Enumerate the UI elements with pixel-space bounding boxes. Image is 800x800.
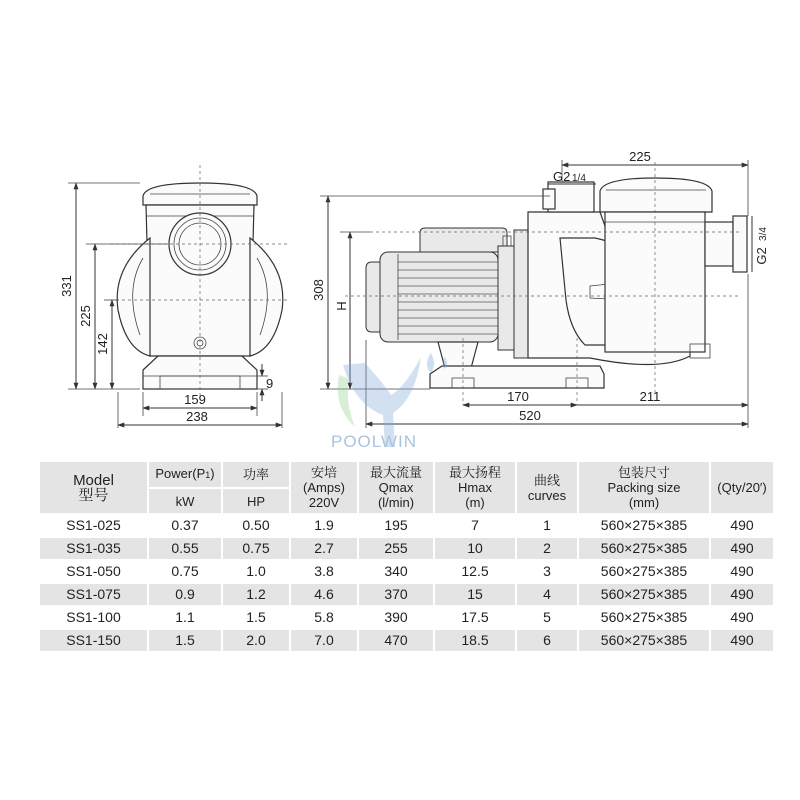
cell-curve: 4 <box>516 583 578 606</box>
cell-amps: 7.0 <box>290 629 358 652</box>
cell-curve: 6 <box>516 629 578 652</box>
header-hmax: 最大扬程 Hmax (m) <box>434 462 516 514</box>
cell-hmax: 18.5 <box>434 629 516 652</box>
cell-packing: 560×275×385 <box>578 606 710 629</box>
cell-packing: 560×275×385 <box>578 560 710 583</box>
cell-hp: 0.50 <box>222 514 290 537</box>
table-row <box>40 629 774 652</box>
cell-hp: 1.5 <box>222 606 290 629</box>
cell-packing: 560×275×385 <box>578 629 710 652</box>
outlet-thread: G2 <box>754 247 769 265</box>
header-amps: 安培 (Amps) 220V <box>290 462 358 514</box>
cell-qty: 490 <box>710 560 774 583</box>
header-power-cn: 功率 <box>222 462 290 488</box>
cell-qmax: 370 <box>358 583 434 606</box>
dim-center-height: H <box>334 301 349 311</box>
cell-qty: 490 <box>710 583 774 606</box>
cell-curve: 2 <box>516 537 578 560</box>
cell-qmax: 195 <box>358 514 434 537</box>
cell-qty: 490 <box>710 606 774 629</box>
cell-model: SS1-150 <box>40 629 148 652</box>
cell-packing: 560×275×385 <box>578 583 710 606</box>
header-packing: 包装尺寸 Packing size (mm) <box>578 462 710 514</box>
cell-hmax: 12.5 <box>434 560 516 583</box>
cell-packing: 560×275×385 <box>578 514 710 537</box>
table-row <box>40 514 774 537</box>
inlet-thread-fraction: 1/4 <box>572 173 586 184</box>
outlet-thread-fraction: 3/4 <box>758 227 769 241</box>
dim-overall-length: 520 <box>519 408 541 423</box>
cell-hmax: 15 <box>434 583 516 606</box>
cell-hmax: 17.5 <box>434 606 516 629</box>
cell-model: SS1-050 <box>40 560 148 583</box>
front-view <box>110 165 290 396</box>
cell-amps: 2.7 <box>290 537 358 560</box>
cell-qmax: 340 <box>358 560 434 583</box>
cell-qty: 490 <box>710 629 774 652</box>
header-hp: HP <box>222 488 290 514</box>
cell-qmax: 470 <box>358 629 434 652</box>
cell-qmax: 255 <box>358 537 434 560</box>
header-qty: (Qty/20′) <box>710 462 774 514</box>
cell-kw: 1.5 <box>148 629 222 652</box>
cell-hmax: 10 <box>434 537 516 560</box>
cell-amps: 1.9 <box>290 514 358 537</box>
watermark-brand-text: POOLWIN <box>331 432 418 451</box>
cell-amps: 4.6 <box>290 583 358 606</box>
cell-qty: 490 <box>710 537 774 560</box>
cell-hp: 0.75 <box>222 537 290 560</box>
cell-kw: 0.9 <box>148 583 222 606</box>
cell-hmax: 7 <box>434 514 516 537</box>
cell-curve: 5 <box>516 606 578 629</box>
cell-model: SS1-035 <box>40 537 148 560</box>
dim-base-to-inlet: 211 <box>639 389 661 404</box>
cell-hp: 1.2 <box>222 583 290 606</box>
cell-qmax: 390 <box>358 606 434 629</box>
dim-height-shaft: 142 <box>95 333 110 355</box>
header-kw: kW <box>148 488 222 514</box>
cell-kw: 0.37 <box>148 514 222 537</box>
cell-amps: 5.8 <box>290 606 358 629</box>
table-row <box>40 560 774 583</box>
cell-model: SS1-025 <box>40 514 148 537</box>
cell-curve: 1 <box>516 514 578 537</box>
table-row <box>40 606 774 629</box>
table-row <box>40 583 774 606</box>
dim-inlet-outlet-span: 225 <box>629 149 651 164</box>
cell-kw: 0.55 <box>148 537 222 560</box>
cell-hp: 2.0 <box>222 629 290 652</box>
cell-packing: 560×275×385 <box>578 537 710 560</box>
dim-height-inlet: 225 <box>78 305 93 327</box>
cell-kw: 0.75 <box>148 560 222 583</box>
dim-base-outer-width: 238 <box>186 409 208 424</box>
dim-height-total: 331 <box>59 275 74 297</box>
header-qmax: 最大流量 Qmax (l/min) <box>358 462 434 514</box>
dim-base-thickness: 9 <box>266 376 274 391</box>
header-power: Power(P1) <box>148 462 222 488</box>
dim-hole-spacing: 170 <box>507 389 529 404</box>
dim-overall-height: 308 <box>311 279 326 301</box>
header-curves: 曲线 curves <box>516 462 578 514</box>
dim-base-inner-width: 159 <box>184 392 206 407</box>
table-row <box>40 537 774 560</box>
cell-curve: 3 <box>516 560 578 583</box>
header-model: Model 型号 <box>40 462 148 514</box>
cell-qty: 490 <box>710 514 774 537</box>
cell-hp: 1.0 <box>222 560 290 583</box>
cell-model: SS1-100 <box>40 606 148 629</box>
cell-amps: 3.8 <box>290 560 358 583</box>
spec-table <box>40 462 775 653</box>
inlet-thread: G2 <box>553 169 571 184</box>
cell-model: SS1-075 <box>40 583 148 606</box>
cell-kw: 1.1 <box>148 606 222 629</box>
